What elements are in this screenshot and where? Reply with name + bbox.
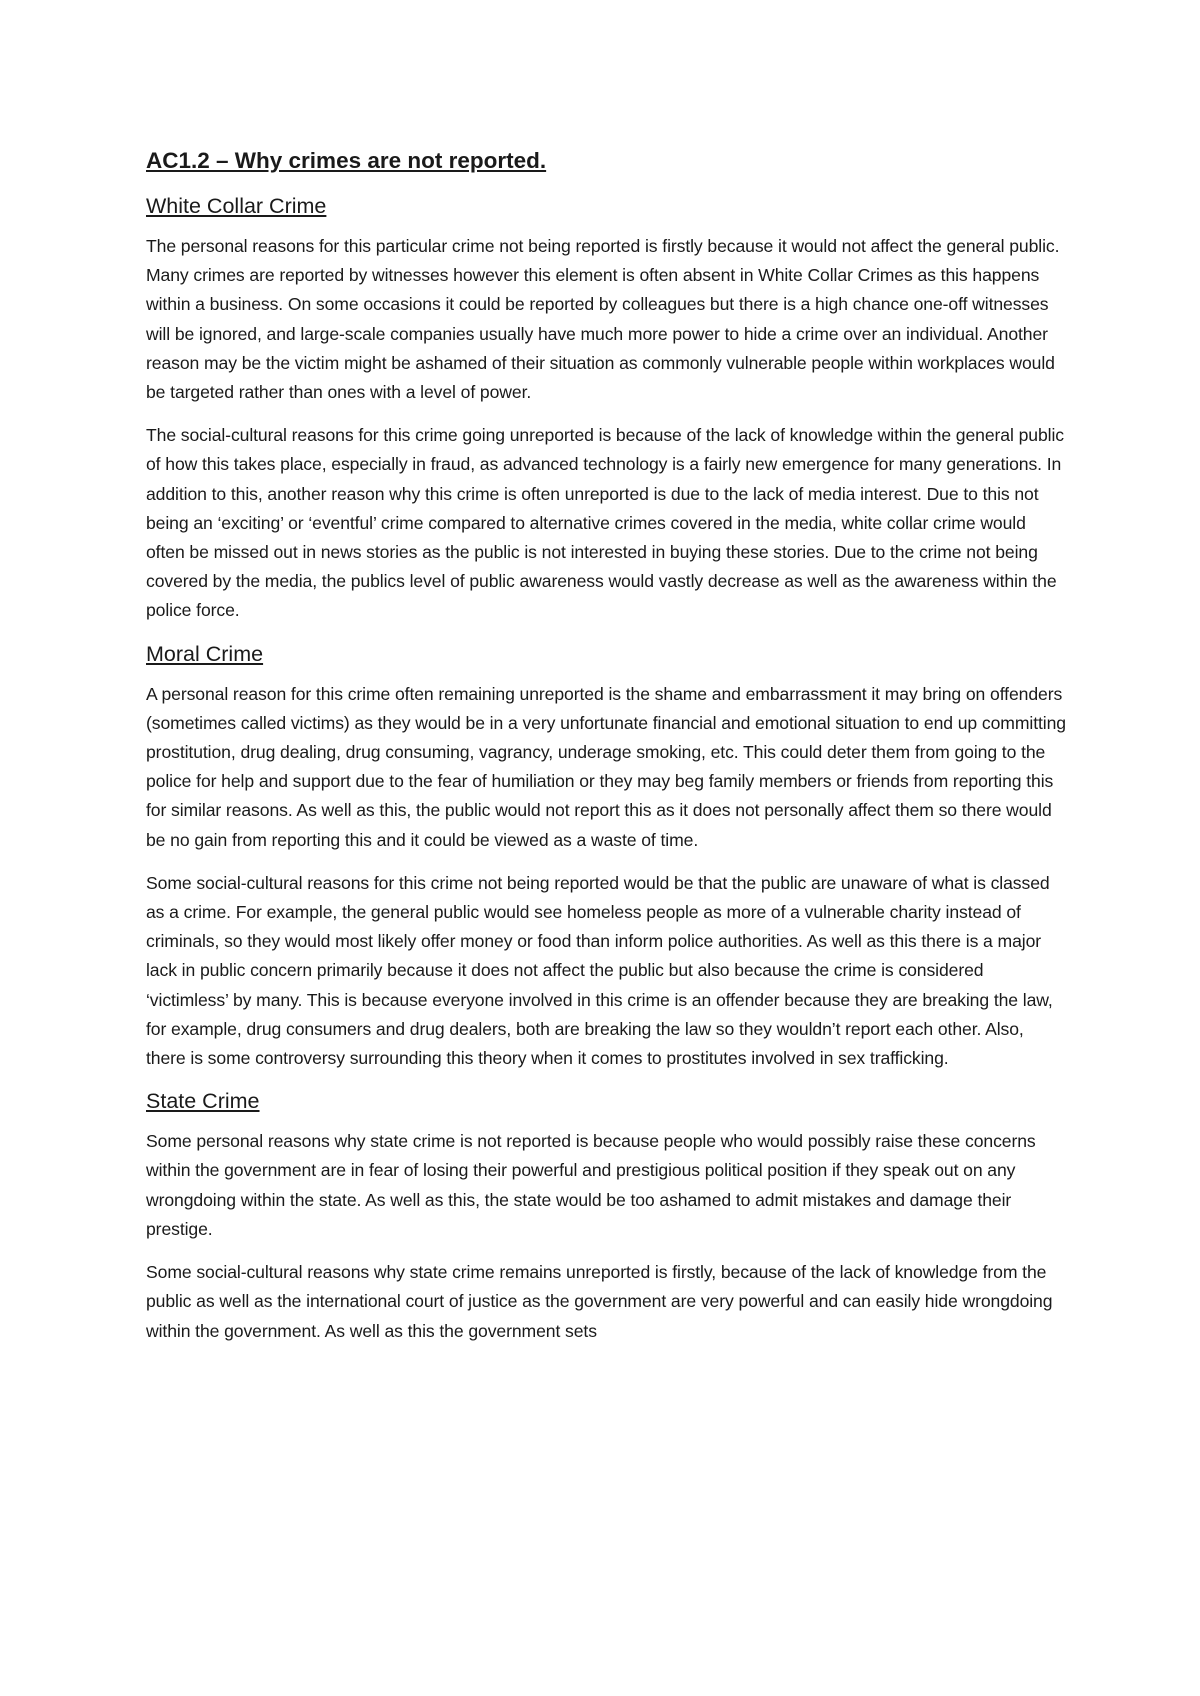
- paragraph: The social-cultural reasons for this crime going unreported is because of the lack of knowledge within the general public of how this takes place, especially in fraud, as advanced technology is a fairly new emergence for many generations. In addition to this, another reason why this crime is often unreported is due to the lack of media interest. Due to this not being an ‘exciting’ or ‘eventful’ crime compared to alternative crimes covered in the media, white collar crime would often be missed out in news stories as the public is not interested in buying these stories. Due to the crime not being covered by the media, the publics level of public awareness would vastly decrease as well as the awareness within the police force.: [146, 425, 1064, 621]
- paragraph: Some personal reasons why state crime is not reported is because people who would possibly raise these concerns within the government are in fear of losing their powerful and prestigious political position if they speak out on any wrongdoing within the state. As well as this, the state would be too ashamed to admit mistakes and damage their prestige.: [146, 1131, 1036, 1239]
- section-white-collar-crime: [146, 192, 1066, 626]
- document-body: [146, 146, 1066, 1346]
- paragraph: The personal reasons for this particular crime not being reported is firstly because it would not affect the general public. Many crimes are reported by witnesses however this element is often absent in White Collar Crimes as this happens within a business. On some occasions it could be reported by colleagues but there is a high chance one-off witnesses will be ignored, and large-scale companies usually have much more power to hide a crime over an individual. Another reason may be the victim might be ashamed of their situation as commonly vulnerable people within workplaces would be targeted rather than ones with a level of power.: [146, 236, 1060, 403]
- section-heading: White Collar Crime: [146, 194, 327, 218]
- section-state-crime: [146, 1087, 1066, 1345]
- paragraph: A personal reason for this crime often remaining unreported is the shame and embarrassment it may bring on offenders (sometimes called victims) as they would be in a very unfortunate financial and emotional situation to end up committing prostitution, drug dealing, drug consuming, vagrancy, underage smoking, etc. This could deter them from going to the police for help and support due to the fear of humiliation or they may beg family members or friends from reporting this for similar reasons. As well as this, the public would not report this as it does not personally affect them so there would be no gain from reporting this and it could be viewed as a waste of time.: [146, 683, 1066, 850]
- paragraph: Some social-cultural reasons why state crime remains unreported is firstly, because of the lack of knowledge from the public as well as the international court of justice as the government are very powerful and can easily hide wrongdoing within the government. As well as this the government sets: [146, 1262, 1053, 1341]
- section-heading: Moral Crime: [146, 641, 264, 666]
- paragraph: Some social-cultural reasons for this crime not being reported would be that the public are unaware of what is classed as a crime. For example, the general public would see homeless people as more of a vulnerable charity instead of criminals, so they would most likely offer money or food than inform police authorities. As well as this there is a major lack in public concern primarily because it does not affect the public but also because the crime is considered ‘victimless’ by many. This is because everyone involved in this crime is an offender because they are breaking the law, for example, drug consumers and drug dealers, both are breaking the law so they wouldn’t report each other. Also, there is some controversy surrounding this theory when it comes to prostitutes involved in sex trafficking.: [146, 872, 1053, 1069]
- section-heading: State Crime: [146, 1089, 260, 1114]
- document-title: AC1.2 – Why crimes are not reported.: [146, 148, 547, 173]
- section-moral-crime: [146, 640, 1066, 1074]
